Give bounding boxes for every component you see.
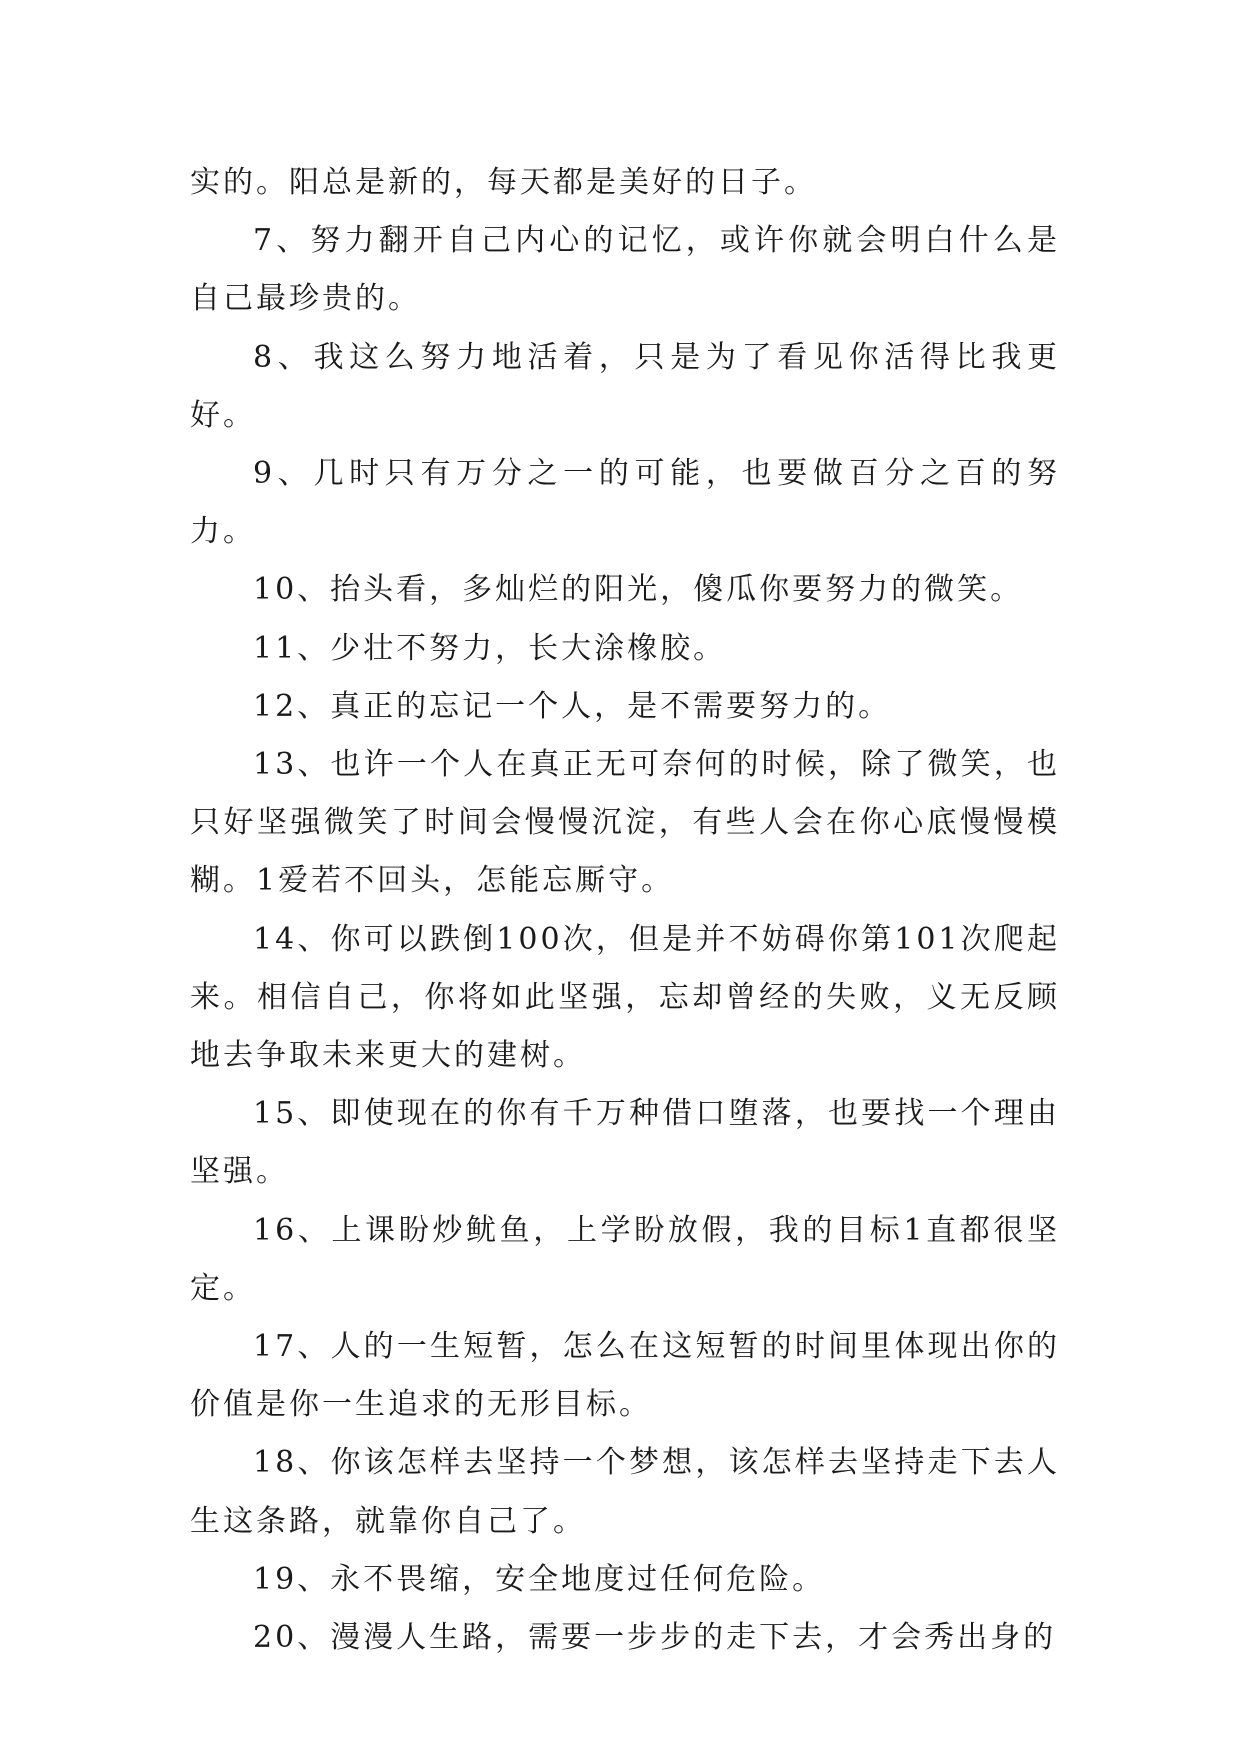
paragraph-item-7: 7、努力翻开自己内心的记忆，或许你就会明白什么是自己最珍贵的。 <box>190 223 1060 317</box>
paragraph-item-15: 15、即使现在的你有千万种借口堕落，也要找一个理由坚强。 <box>190 1096 1060 1190</box>
paragraph-item-9: 9、几时只有万分之一的可能，也要做百分之百的努力。 <box>190 456 1060 550</box>
paragraph-item-13: 13、也许一个人在真正无可奈何的时候，除了微笑，也只好坚强微笑了时间会慢慢沉淀，有些人会在你心底慢慢模糊。1爱若不回头，怎能忘厮守。 <box>190 747 1060 899</box>
document-body <box>190 154 1060 1667</box>
paragraph-item-16: 16、上课盼炒鱿鱼，上学盼放假，我的目标1直都很坚定。 <box>190 1212 1060 1306</box>
paragraph-item-18: 18、你该怎样去坚持一个梦想，该怎样去坚持走下去人生这条路，就靠你自己了。 <box>190 1445 1060 1539</box>
paragraph-item-14: 14、你可以跌倒100次，但是并不妨碍你第101次爬起来。相信自己，你将如此坚强，忘却曾经的失败，义无反顾地去争取未来更大的建树。 <box>190 921 1060 1074</box>
paragraph-item-17: 17、人的一生短暂，怎么在这短暂的时间里体现出你的价值是你一生追求的无形目标。 <box>190 1329 1060 1423</box>
paragraph-item-10: 10、抬头看，多灿烂的阳光，傻瓜你要努力的微笑。 <box>253 572 1024 608</box>
paragraph-item-11: 11、少壮不努力，长大涂橡胶。 <box>253 630 727 666</box>
paragraph-item-20: 20、漫漫人生路，需要一步步的走下去，才会秀出身的 <box>253 1620 1057 1656</box>
paragraph-item-19: 19、永不畏缩，安全地度过任何危险。 <box>253 1561 826 1597</box>
paragraph-item-8: 8、我这么努力地活着，只是为了看见你活得比我更好。 <box>190 339 1060 433</box>
paragraph-item-12: 12、真正的忘记一个人，是不需要努力的。 <box>253 688 892 724</box>
paragraph-continuation: 实的。阳总是新的，每天都是美好的日子。 <box>190 165 817 200</box>
